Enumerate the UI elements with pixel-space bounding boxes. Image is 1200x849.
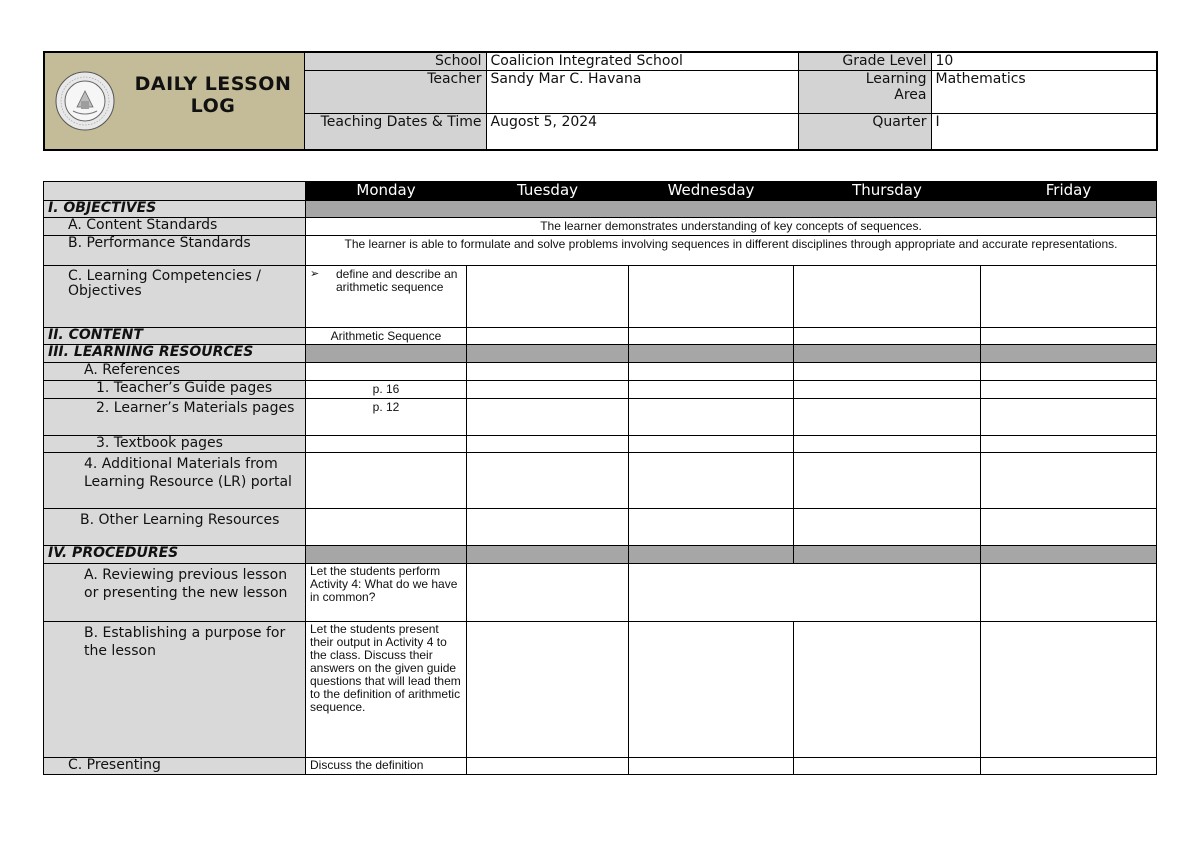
performance-standards-label: B. Performance Standards	[44, 236, 306, 266]
empty-cell	[467, 266, 629, 328]
dates-label: Teaching Dates & Time	[304, 113, 486, 150]
teachers-guide-label: 1. Teacher’s Guide pages	[44, 381, 306, 399]
teacher-value: Sandy Mar C. Havana	[486, 70, 798, 113]
day-header-friday: Friday	[981, 182, 1157, 201]
empty-cell	[306, 453, 467, 509]
quarter-label: Quarter	[798, 113, 931, 150]
deped-seal-icon	[55, 71, 115, 131]
content-standards-label: A. Content Standards	[44, 218, 306, 236]
empty-cell	[794, 758, 981, 775]
section-bar	[981, 345, 1157, 363]
empty-cell	[794, 509, 981, 546]
content-monday: Arithmetic Sequence	[306, 328, 467, 345]
empty-cell	[794, 363, 981, 381]
empty-cell	[629, 328, 794, 345]
header-table	[43, 51, 1158, 151]
empty-cell	[794, 453, 981, 509]
section-bar	[794, 345, 981, 363]
day-header-thursday: Thursday	[794, 182, 981, 201]
quarter-value: I	[931, 113, 1157, 150]
competencies-label: C. Learning Competencies / Objectives	[44, 266, 306, 328]
area-label: Learning Area	[798, 70, 931, 113]
teacher-label: Teacher	[304, 70, 486, 113]
empty-cell	[629, 758, 794, 775]
empty-cell	[981, 758, 1157, 775]
section-bar	[306, 345, 467, 363]
empty-cell	[981, 328, 1157, 345]
empty-cell	[629, 381, 794, 399]
empty-cell	[629, 564, 981, 622]
empty-cell	[981, 399, 1157, 436]
learners-materials-label: 2. Learner’s Materials pages	[44, 399, 306, 436]
empty-cell	[629, 399, 794, 436]
empty-cell	[794, 381, 981, 399]
page-title: DAILY LESSON LOG	[134, 73, 292, 117]
empty-cell	[794, 436, 981, 453]
day-header-monday: Monday	[306, 182, 467, 201]
procedure-a-label: A. Reviewing previous lesson or presenting the new lesson	[44, 564, 306, 622]
empty-cell	[629, 509, 794, 546]
area-value: Mathematics	[931, 70, 1157, 113]
learners-materials-monday: p. 12	[306, 399, 467, 436]
section-bar	[629, 546, 794, 564]
empty-cell	[467, 436, 629, 453]
empty-cell	[467, 453, 629, 509]
empty-cell	[467, 622, 629, 758]
corner-cell	[44, 182, 306, 201]
section-bar	[467, 345, 629, 363]
section-bar	[306, 201, 1157, 218]
empty-cell	[981, 436, 1157, 453]
school-label: School	[304, 52, 486, 70]
empty-cell	[629, 266, 794, 328]
content-standards-value: The learner demonstrates understanding of key concepts of sequences.	[306, 218, 1157, 236]
empty-cell	[981, 266, 1157, 328]
section-bar	[981, 546, 1157, 564]
empty-cell	[981, 381, 1157, 399]
empty-cell	[629, 453, 794, 509]
section-bar	[629, 345, 794, 363]
procedure-b-label: B. Establishing a purpose for the lesson	[44, 622, 306, 758]
additional-materials-label: 4. Additional Materials from Learning Resource (LR) portal	[44, 453, 306, 509]
empty-cell	[794, 622, 981, 758]
empty-cell	[981, 564, 1157, 622]
empty-cell	[629, 436, 794, 453]
section-objectives: I. OBJECTIVES	[44, 201, 306, 218]
competencies-monday	[306, 266, 467, 328]
procedure-b-monday: Let the students present their output in Activity 4 to the class. Discuss their answers on the given guide questions that will lead them to the definition of arithmetic sequence.	[306, 622, 467, 758]
empty-cell	[467, 328, 629, 345]
procedure-c-monday: Discuss the definition	[306, 758, 467, 775]
empty-cell	[981, 453, 1157, 509]
empty-cell	[794, 399, 981, 436]
performance-standards-value: The learner is able to formulate and solve problems involving sequences in different disciplines through appropriate and accurate representations.	[306, 236, 1157, 266]
empty-cell	[794, 266, 981, 328]
section-bar	[794, 546, 981, 564]
empty-cell	[467, 381, 629, 399]
empty-cell	[981, 622, 1157, 758]
day-header-wednesday: Wednesday	[629, 182, 794, 201]
section-resources: III. LEARNING RESOURCES	[44, 345, 306, 363]
competencies-monday-text: define and describe an arithmetic sequence	[336, 267, 458, 294]
empty-cell	[629, 622, 794, 758]
dates-value: Augost 5, 2024	[486, 113, 798, 150]
empty-cell	[629, 363, 794, 381]
empty-cell	[306, 363, 467, 381]
day-header-tuesday: Tuesday	[467, 182, 629, 201]
empty-cell	[981, 363, 1157, 381]
section-content: II. CONTENT	[44, 328, 306, 345]
empty-cell	[467, 363, 629, 381]
school-value: Coalicion Integrated School	[486, 52, 798, 70]
procedure-c-label: C. Presenting	[44, 758, 306, 775]
empty-cell	[981, 509, 1157, 546]
grade-label: Grade Level	[798, 52, 931, 70]
empty-cell	[306, 509, 467, 546]
references-label: A. References	[44, 363, 306, 381]
empty-cell	[467, 509, 629, 546]
teachers-guide-monday: p. 16	[306, 381, 467, 399]
section-bar	[467, 546, 629, 564]
grade-value: 10	[931, 52, 1157, 70]
arrow-bullet-icon: ➢	[310, 268, 320, 280]
empty-cell	[467, 564, 629, 622]
empty-cell	[794, 328, 981, 345]
textbook-label: 3. Textbook pages	[44, 436, 306, 453]
empty-cell	[306, 436, 467, 453]
section-procedures: IV. PROCEDURES	[44, 546, 306, 564]
empty-cell	[467, 399, 629, 436]
other-resources-label: B. Other Learning Resources	[44, 509, 306, 546]
empty-cell	[467, 758, 629, 775]
section-bar	[306, 546, 467, 564]
title-block	[44, 52, 304, 150]
lesson-log-table	[43, 181, 1157, 775]
procedure-a-monday: Let the students perform Activity 4: What do we have in common?	[306, 564, 467, 622]
